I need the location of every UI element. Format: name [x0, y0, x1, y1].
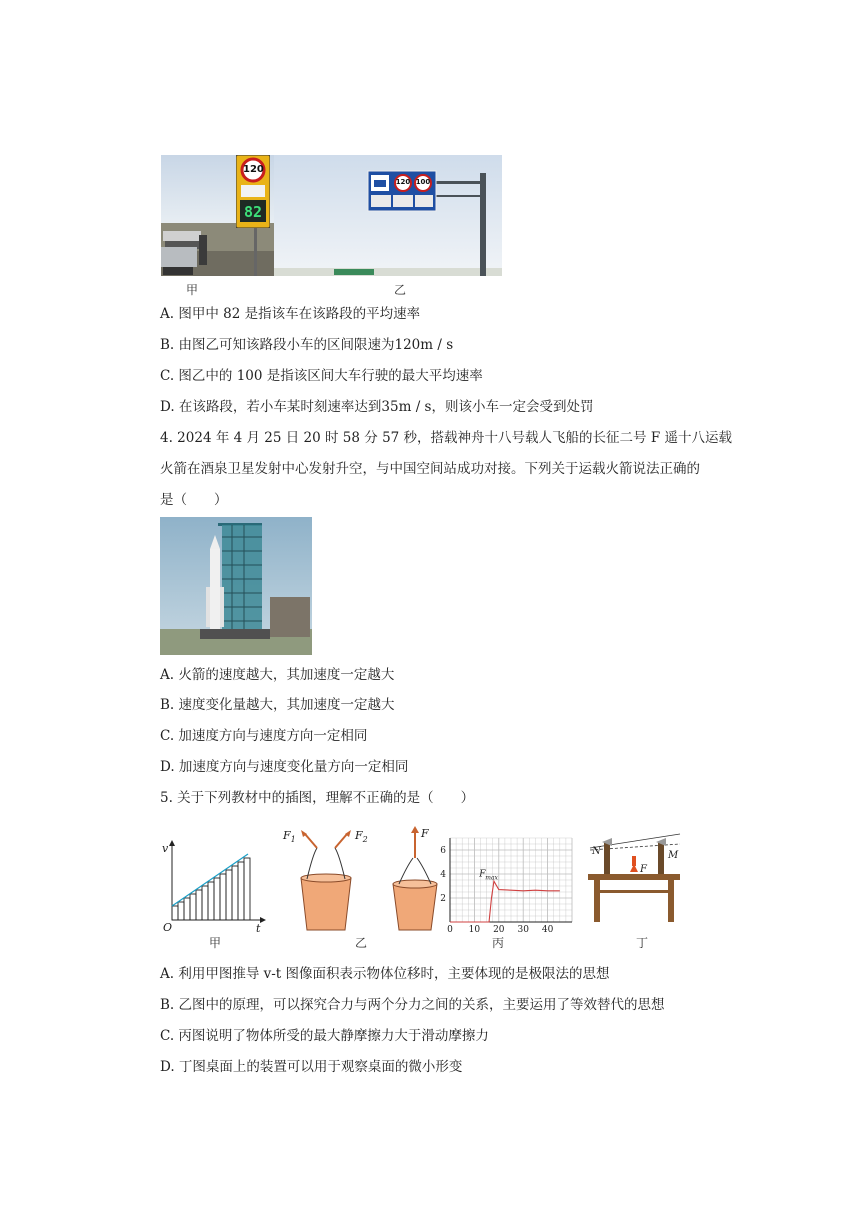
caption-fig-bing: 丙 [492, 936, 505, 950]
x-tick-label: 40 [541, 925, 554, 934]
q3-option-c: C. 图乙中的 100 是指该区间大车行驶的最大平均速率 [160, 368, 483, 384]
vt-step-bar [220, 874, 226, 920]
q5-stem: 5. 关于下列教材中的插图，理解不正确的是（ ） [160, 790, 475, 806]
figure-ding-table [584, 828, 684, 928]
x-tick-label: 30 [517, 925, 529, 934]
q5-option-d: D. 丁图桌面上的装置可以用于观察桌面的微小形变 [160, 1059, 463, 1075]
vt-step-bar [238, 862, 244, 920]
q4-option-c: C. 加速度方向与速度方向一定相同 [160, 728, 368, 744]
y-tick-label: 2 [440, 894, 446, 904]
caption-fig-ding: 丁 [636, 936, 649, 950]
q3-option-a: A. 图甲中 82 是指该车在该路段的平均速率 [160, 306, 421, 322]
q3-option-b: B. 由图乙可知该路段小车的区间限速为120m / s [160, 337, 454, 353]
fmax-subscript: max [485, 874, 498, 882]
vt-x-label: t [256, 922, 261, 935]
vt-step-bar [196, 890, 202, 920]
force-f2-subscript: 2 [362, 835, 368, 845]
force-f1-symbol: F [283, 829, 291, 842]
x-tick-label: 0 [447, 925, 453, 934]
caption-jia: 甲 [186, 283, 199, 297]
figure-bing-chart [438, 834, 578, 934]
vt-origin: O [163, 921, 173, 934]
vt-step-bar [232, 866, 238, 920]
ding-f-label: F [640, 864, 647, 875]
x-tick-label: 10 [468, 925, 481, 934]
caption-fig-jia: 甲 [209, 936, 222, 950]
q4-option-b: B. 速度变化量越大，其加速度一定越大 [160, 697, 395, 713]
current-speed-value: 82 [243, 203, 263, 221]
force-f: F [421, 827, 429, 840]
speed-sign [236, 155, 270, 228]
q4-stem-line2: 火箭在酒泉卫星发射中心发射升空，与中国空间站成功对接。下列关于运载火箭说法正确的 [160, 461, 700, 477]
vt-step-bar [178, 902, 184, 920]
big-car-limit: 100 [415, 178, 431, 186]
force-f1-subscript: 1 [290, 835, 296, 845]
fmax-label: F [479, 869, 486, 880]
vt-step-bar [244, 858, 250, 920]
q4-option-d: D. 加速度方向与速度变化量方向一定相同 [160, 759, 409, 775]
caption-fig-yi: 乙 [355, 936, 368, 950]
vt-y-label: v [162, 842, 169, 855]
photo-yi [274, 155, 502, 276]
figure-jia-vt [160, 840, 270, 940]
q3-option-d: D. 在该路段，若小车某时刻速率达到35m / s，则该小车一定会受到处罚 [160, 399, 594, 415]
figure-yi-bucket [283, 826, 443, 932]
speed-limit-value: 120 [243, 164, 264, 175]
y-tick-label: 6 [440, 846, 446, 856]
vt-step-bar [226, 870, 232, 920]
vt-step-bar [184, 898, 190, 920]
vt-step-bar [172, 906, 178, 920]
ding-m-label: M [668, 850, 679, 861]
q4-stem-line1: 4. 2024 年 4 月 25 日 20 时 58 分 57 秒，搭载神舟十八号载人飞船的长征二号 F 遥十八运载 [160, 430, 732, 446]
ding-n-label: N [592, 846, 601, 857]
force-f2 [355, 829, 368, 844]
force-f1 [283, 829, 296, 844]
vt-step-bar [202, 886, 208, 920]
vt-step-bar [214, 878, 220, 920]
rocket-launch-photo [160, 517, 312, 655]
vt-step-bar [208, 882, 214, 920]
q4-option-a: A. 火箭的速度越大，其加速度一定越大 [160, 667, 395, 683]
caption-yi: 乙 [394, 283, 407, 297]
q5-option-a: A. 利用甲图推导 v-t 图像面积表示物体位移时，主要体现的是极限法的思想 [160, 966, 610, 982]
small-car-limit: 120 [395, 178, 411, 186]
y-tick-label: 4 [440, 870, 446, 880]
force-f2-symbol: F [355, 829, 363, 842]
q5-option-b: B. 乙图中的原理，可以探究合力与两个分力之间的关系，主要运用了等效替代的思想 [160, 997, 665, 1013]
x-tick-label: 20 [493, 925, 505, 934]
q4-stem-line3: 是（ ） [160, 492, 228, 508]
q5-option-c: C. 丙图说明了物体所受的最大静摩擦力大于滑动摩擦力 [160, 1028, 489, 1044]
vt-step-bar [190, 894, 196, 920]
